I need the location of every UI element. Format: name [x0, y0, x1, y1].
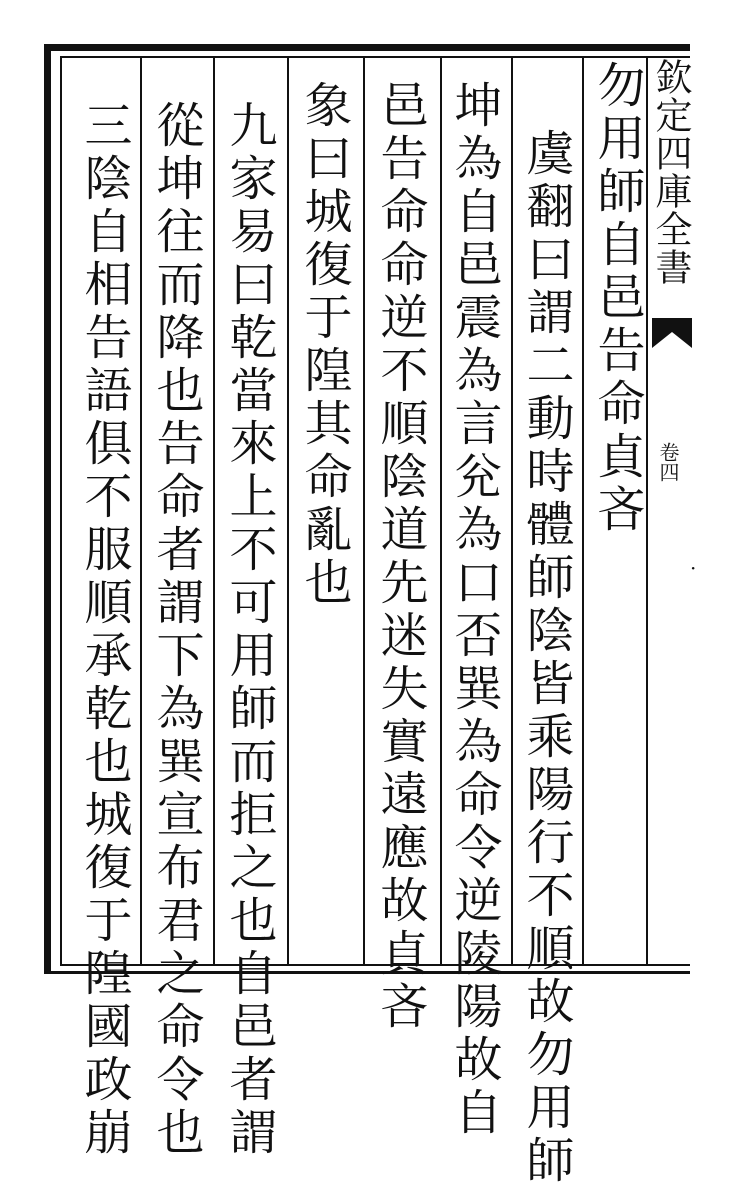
margin-fragment-mark: ·: [690, 556, 697, 580]
column-rule: [363, 58, 365, 964]
column-rule: [213, 58, 215, 964]
column-rule: [582, 58, 584, 964]
text-column-7: 從坤往而降也告命者謂下為巽宣布君之命令也: [148, 100, 204, 1160]
text-column-6: 九家易曰乾當來上不可用師而拒之也自邑者謂: [221, 100, 277, 1160]
text-column-1: 勿用師自邑告命貞吝: [589, 60, 645, 537]
text-column-5: 象曰城復于隍其命亂也: [296, 80, 352, 610]
column-rule: [646, 58, 648, 964]
fishtail-mark-icon: [652, 318, 692, 348]
column-rule: [287, 58, 289, 964]
text-column-8: 三陰自相告語俱不服順承乾也城復于隍國政崩: [76, 100, 132, 1160]
column-rule: [140, 58, 142, 964]
text-column-3: 坤為自邑震為言兊為口否巽為命令逆陵陽故自: [446, 80, 502, 1140]
book-title: 欽定四庫全書: [649, 58, 692, 286]
column-rule: [511, 58, 513, 964]
text-column-4: 邑告命命逆不順陰道先迷失實遠應故貞吝: [372, 80, 428, 1034]
text-column-2: 虞翻曰謂二動時體師陰皆乘陽行不順故勿用師: [518, 128, 574, 1188]
column-rule: [440, 58, 442, 964]
volume-label: 卷四: [656, 442, 680, 482]
